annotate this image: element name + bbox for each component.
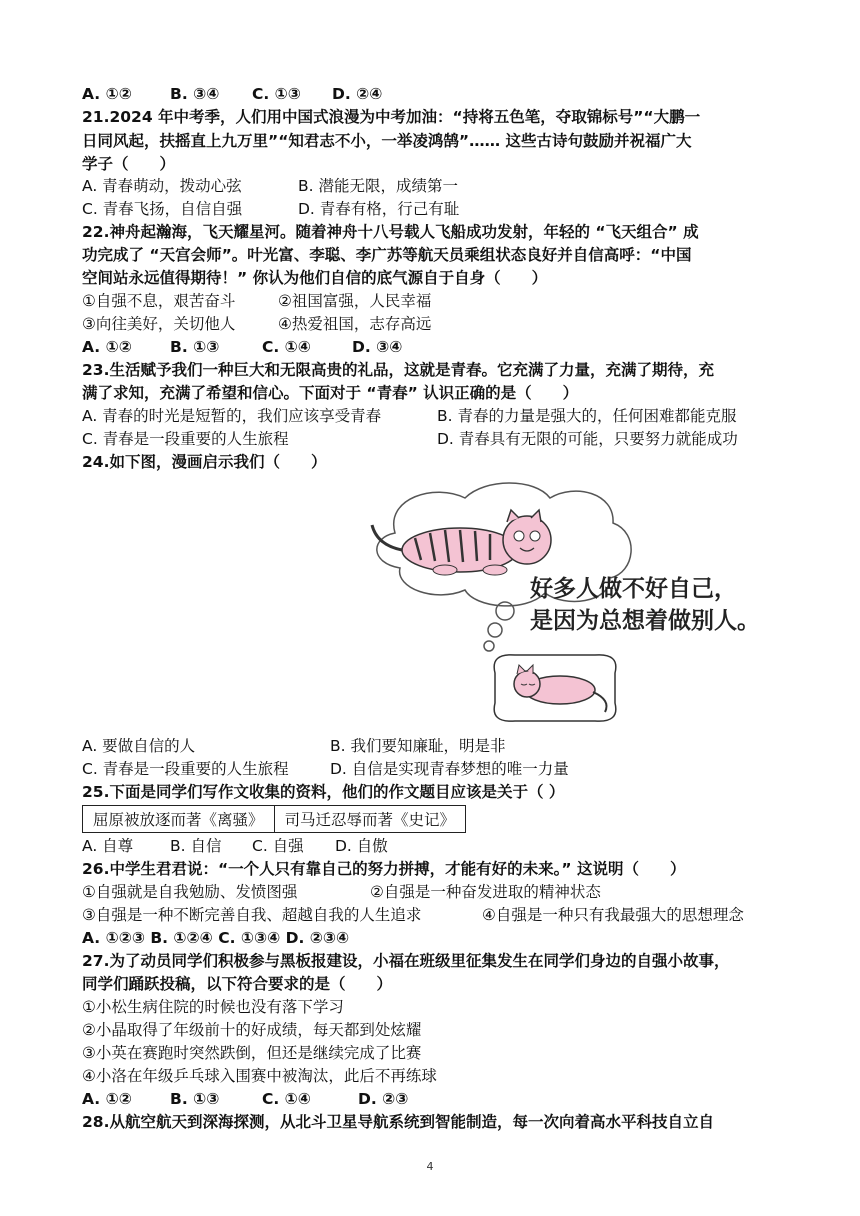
q27-statement-4: ④小洛在年级乒乓球入围赛中被淘汰，此后不再练球: [82, 1067, 437, 1085]
q25-option-d: D. 自傲: [335, 837, 388, 855]
q22-option-a: A. ①②: [82, 338, 132, 356]
q28-number: 28.: [82, 1113, 110, 1131]
q27-option-c: C. ①④: [262, 1090, 311, 1108]
q26-statement-1: ①自强就是自我勉励、发愤图强: [82, 883, 298, 901]
q25-material-cell-1: 屈原被放逐而著《离骚》: [83, 806, 275, 833]
page-number: 4: [426, 1160, 434, 1173]
q22-option-c: C. ①④: [262, 338, 311, 356]
q22-line-3: 空间站永远值得期待！” 你认为他们自信的底气源自于自身（ ）: [82, 269, 548, 287]
q22-statement-4: ④热爱祖国，志存高远: [278, 315, 432, 333]
q21-option-a: A. 青春萌动，拨动心弦: [82, 177, 242, 195]
cartoon-image: [355, 478, 785, 728]
q20-option-a: A. ①②: [82, 85, 132, 103]
q27-number: 27.: [82, 952, 110, 970]
q24-text-1: 如下图，漫画启示我们（ ）: [109, 453, 327, 471]
q28-text-1: 从航空航天到深海探测，从北斗卫星导航系统到智能制造，每一次向着高水平科技自立自: [109, 1113, 714, 1131]
q28-line-1: [82, 1112, 714, 1132]
q25-text-1: 下面是同学们写作文收集的资料，他们的作文题目应该是关于（ ）: [109, 783, 565, 801]
q21-line-2: 日同风起，扶摇直上九万里”“知君志不小，一举凌鸿鹄”…… 这些古诗句鼓励并祝福广大: [82, 132, 692, 150]
q21-number: 21.: [82, 108, 110, 126]
q23-line-1: [82, 360, 714, 380]
q22-text-1: 神舟起瀚海，飞天耀星河。随着神舟十八号载人飞船成功发射，年轻的 “飞天组合” 成: [109, 223, 699, 241]
q23-option-a: A. 青春的时光是短暂的，我们应该享受青春: [82, 407, 382, 425]
q27-option-b: B. ①③: [170, 1090, 220, 1108]
q24-option-d: D. 自信是实现青春梦想的唯一力量: [330, 760, 569, 778]
q22-line-2: 功完成了 “天宫会师”。叶光富、李聪、李广苏等航天员乘组状态良好并自信高呼：“中国: [82, 246, 692, 264]
cartoon-drawing: [355, 478, 785, 728]
q25-number: 25.: [82, 783, 110, 801]
q24-option-b: B. 我们要知廉耻，明是非: [330, 737, 506, 755]
q21-line-1: [82, 107, 700, 127]
q25-option-a: A. 自尊: [82, 837, 134, 855]
q25-line-1: [82, 782, 564, 802]
q26-number: 26.: [82, 860, 110, 878]
q25-option-b: B. 自信: [170, 837, 222, 855]
cartoon-caption-line-1: 好多人做不好自己，: [530, 576, 737, 602]
q22-statement-3: ③向往美好，关切他人: [82, 315, 236, 333]
q23-line-2: 满了求知，充满了希望和信心。下面对于 “青春” 认识正确的是（ ）: [82, 384, 579, 402]
q26-line-1: [82, 859, 686, 879]
q27-option-a: A. ①②: [82, 1090, 132, 1108]
q23-number: 23.: [82, 361, 110, 379]
q25-material-table: [82, 805, 466, 833]
q24-option-c: C. 青春是一段重要的人生旅程: [82, 760, 289, 778]
q23-option-b: B. 青春的力量是强大的，任何困难都能克服: [437, 407, 737, 425]
q26-statement-3: ③自强是一种不断完善自我、超越自我的人生追求: [82, 906, 422, 924]
q27-option-d: D. ②③: [358, 1090, 409, 1108]
q23-option-d: D. 青春具有无限的可能，只要努力就能成功: [437, 430, 738, 448]
q24-option-a: A. 要做自信的人: [82, 737, 196, 755]
q26-statement-2: ②自强是一种奋发进取的精神状态: [370, 883, 601, 901]
q21-option-c: C. 青春飞扬，自信自强: [82, 200, 243, 218]
q27-statement-1: ①小松生病住院的时候也没有落下学习: [82, 998, 344, 1016]
q27-statement-2: ②小晶取得了年级前十的好成绩，每天都到处炫耀: [82, 1021, 422, 1039]
q20-option-d: D. ②④: [332, 85, 383, 103]
q22-statement-2: ②祖国富强，人民幸福: [278, 292, 432, 310]
q23-text-1: 生活赋予我们一种巨大和无限高贵的礼品，这就是青春。它充满了力量，充满了期待，充: [109, 361, 714, 379]
q21-text-1: 2024 年中考季，人们用中国式浪漫为中考加油：“持将五色笔，夺取锦标号”“大鹏一: [109, 108, 701, 126]
q21-line-3: 学子（ ）: [82, 155, 176, 173]
q27-line-2: 同学们踊跃投稿，以下符合要求的是（ ）: [82, 975, 393, 993]
q25-material-cell-2: 司马迁忍辱而著《史记》: [274, 806, 466, 833]
q22-statement-1: ①自强不息，艰苦奋斗: [82, 292, 236, 310]
tiger-illustration: [372, 510, 551, 575]
q26-text-1: 中学生君君说：“一个人只有靠自己的努力拼搏，才能有好的未来。” 这说明（ ）: [109, 860, 686, 878]
q26-statement-4: ④自强是一种只有我最强大的思想理念: [482, 906, 744, 924]
q20-option-b: B. ③④: [170, 85, 220, 103]
q22-option-b: B. ①③: [170, 338, 220, 356]
q27-line-1: [82, 951, 729, 971]
q22-number: 22.: [82, 223, 110, 241]
q24-number: 24.: [82, 453, 110, 471]
q20-option-c: C. ①③: [252, 85, 301, 103]
q23-option-c: C. 青春是一段重要的人生旅程: [82, 430, 289, 448]
q22-line-1: [82, 222, 699, 242]
cat-on-pillow-illustration: [494, 655, 616, 721]
q21-option-b: B. 潜能无限，成绩第一: [298, 177, 458, 195]
q27-text-1: 为了动员同学们积极参与黑板报建设，小福在班级里征集发生在同学们身边的自强小故事，: [109, 952, 730, 970]
cartoon-caption-line-2: 是因为总想着做别人。: [530, 608, 760, 634]
q22-option-d: D. ③④: [352, 338, 403, 356]
q21-option-d: D. 青春有格，行己有耻: [298, 200, 460, 218]
q24-line-1: [82, 452, 326, 472]
q27-statement-3: ③小英在赛跑时突然跌倒，但还是继续完成了比赛: [82, 1044, 422, 1062]
q26-options: A. ①②③ B. ①②④ C. ①③④ D. ②③④: [82, 929, 350, 947]
q25-option-c: C. 自强: [252, 837, 304, 855]
